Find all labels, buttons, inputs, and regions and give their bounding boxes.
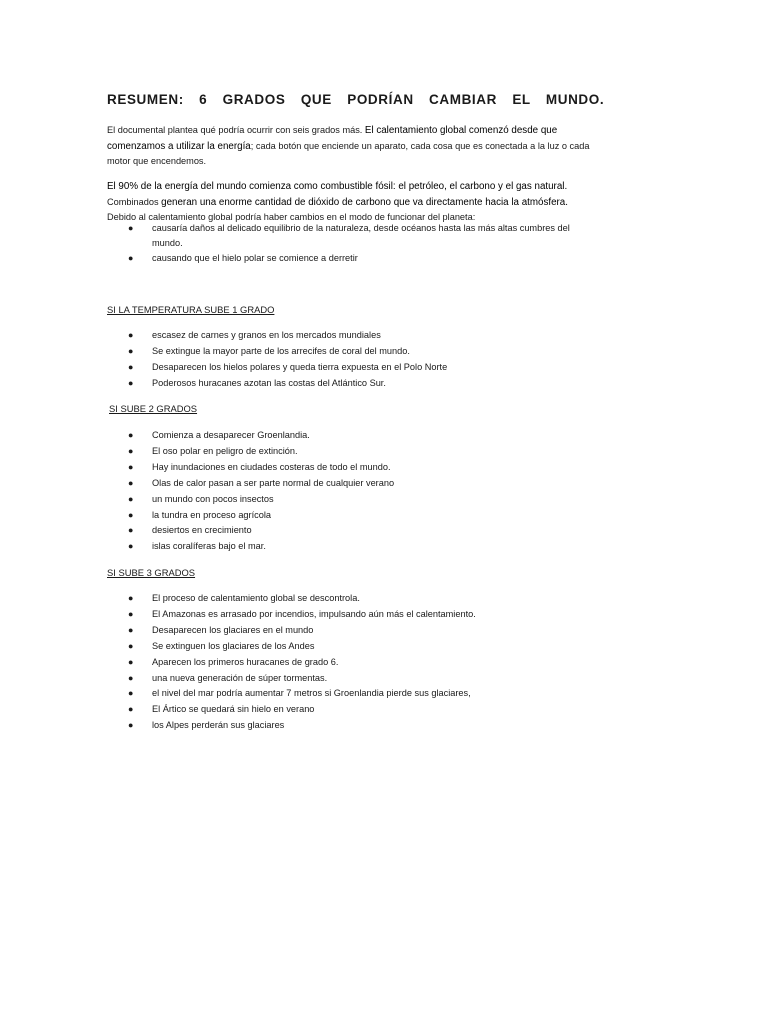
section-heading-3-degrees: SI SUBE 3 GRADOS bbox=[107, 567, 196, 578]
section-heading-1-degree: SI LA TEMPERATURA SUBE 1 GRADO bbox=[107, 304, 275, 315]
list-item bbox=[107, 360, 597, 376]
list-item-text: desiertos en crecimiento bbox=[152, 525, 252, 536]
bullet-icon: ● bbox=[128, 509, 134, 520]
list-item-text: El oso polar en peligro de extinción. bbox=[152, 445, 298, 456]
list-item bbox=[107, 492, 597, 508]
bullet-icon: ● bbox=[128, 361, 134, 372]
bullet-icon: ● bbox=[128, 704, 134, 715]
section-list-3-degrees bbox=[107, 591, 597, 734]
bullet-icon: ● bbox=[128, 377, 134, 388]
list-item-text: un mundo con pocos insectos bbox=[152, 493, 274, 504]
list-item-text: El Ártico se quedará sin hielo en verano bbox=[152, 704, 315, 715]
intro-highlight: El calentamiento global comenzó desde que comenzamos a utilizar la energía bbox=[107, 125, 558, 152]
list-item bbox=[107, 607, 597, 623]
intro-paragraph-2 bbox=[107, 179, 592, 225]
bullet-icon: ● bbox=[128, 253, 134, 263]
list-item bbox=[107, 328, 597, 344]
list-item-text: Comienza a desaparecer Groenlandia. bbox=[152, 430, 310, 440]
bullet-icon: ● bbox=[128, 608, 134, 619]
list-item-text: Desaparecen los glaciares en el mundo bbox=[152, 624, 314, 635]
intro-bullet-list bbox=[107, 221, 597, 266]
list-item-text: Olas de calor pasan a ser parte normal de cualquier verano bbox=[152, 477, 395, 488]
bullet-icon: ● bbox=[128, 330, 134, 340]
section-heading-2-degrees: SI SUBE 2 GRADOS bbox=[109, 403, 198, 414]
list-item bbox=[107, 444, 597, 460]
bullet-icon: ● bbox=[128, 461, 134, 472]
bullet-icon: ● bbox=[128, 624, 134, 635]
list-item-text: Se extingue la mayor parte de los arrecifes de coral del mundo. bbox=[152, 345, 410, 356]
co2-statement: generan una enorme cantidad de dióxido de carbono que va directamente hacia la atmósfera. bbox=[161, 196, 568, 208]
list-item bbox=[107, 508, 597, 524]
list-item-text: Poderosos huracanes azotan las costas del Atlántico Sur. bbox=[152, 377, 386, 388]
combined-label: Combinados bbox=[107, 196, 162, 207]
list-item-text: escasez de carnes y granos en los mercados mundiales bbox=[152, 330, 381, 340]
bullet-icon: ● bbox=[128, 672, 134, 683]
list-item bbox=[107, 539, 597, 555]
list-item: ● causaría daños al delicado equilibrio de la naturaleza, desde océanos hasta las más altas cumbres del mundo. bbox=[128, 223, 570, 248]
list-item bbox=[107, 702, 597, 718]
list-item bbox=[107, 655, 597, 671]
list-item bbox=[107, 376, 597, 392]
list-item: ● causando que el hielo polar se comience a derretir bbox=[107, 251, 597, 266]
list-item-text: Se extinguen los glaciares de los Andes bbox=[152, 640, 315, 651]
bullet-icon: ● bbox=[128, 430, 134, 440]
section-list-2-degrees bbox=[107, 428, 597, 555]
bullet-icon: ● bbox=[128, 477, 134, 488]
bullet-icon: ● bbox=[128, 541, 134, 552]
list-item bbox=[107, 460, 597, 476]
bullet-icon: ● bbox=[128, 656, 134, 667]
list-item-text: islas coralíferas bajo el mar. bbox=[152, 541, 266, 552]
bullet-icon: ● bbox=[128, 593, 134, 603]
list-item bbox=[107, 476, 597, 492]
list-item-text: El Amazonas es arrasado por incendios, impulsando aún más el calentamiento. bbox=[152, 608, 476, 619]
intro-paragraph-1 bbox=[107, 123, 592, 169]
list-item bbox=[107, 428, 597, 444]
climate-change-intro: Debido al calentamiento global podría haber cambios en el modo de funcionar del planeta: bbox=[107, 212, 476, 222]
document-title: RESUMEN: 6 GRADOS QUE PODRÍAN CAMBIAR EL MUNDO. bbox=[107, 92, 605, 107]
list-item-text: una nueva generación de súper tormentas. bbox=[152, 672, 328, 683]
bullet-icon: ● bbox=[128, 345, 134, 356]
list-item bbox=[107, 639, 597, 655]
list-item-text: la tundra en proceso agrícola bbox=[152, 509, 272, 520]
list-item bbox=[107, 344, 597, 360]
list-item bbox=[107, 523, 597, 539]
energy-statement: El 90% de la energía del mundo comienza como combustible fósil: el petróleo, el carbono y el gas natural. bbox=[107, 181, 568, 192]
list-item bbox=[107, 671, 597, 687]
list-item bbox=[107, 686, 597, 702]
section-list-1-degree bbox=[107, 328, 597, 392]
list-item bbox=[107, 591, 597, 607]
list-item-text: el nivel del mar podría aumentar 7 metros si Groenlandia pierde sus glaciares, bbox=[152, 688, 471, 699]
bullet-icon: ● bbox=[128, 445, 134, 456]
intro-text: El documental plantea qué podría ocurrir con seis grados más. bbox=[107, 125, 365, 135]
list-item-text: Desaparecen los hielos polares y queda tierra expuesta en el Polo Norte bbox=[152, 361, 448, 372]
list-item-text: Aparecen los primeros huracanes de grado 6. bbox=[152, 656, 339, 667]
bullet-icon: ● bbox=[128, 640, 134, 651]
bullet-icon: ● bbox=[128, 493, 134, 504]
bullet-icon: ● bbox=[128, 688, 134, 699]
intro-text-cont: ; cada botón que enciende un aparato, cada cosa que es conectada a la luz o cada motor que encendemos. bbox=[107, 140, 590, 166]
list-item bbox=[107, 623, 597, 639]
bullet-icon: ● bbox=[128, 525, 134, 536]
bullet-icon: ● bbox=[128, 720, 134, 731]
list-item-text: Hay inundaciones en ciudades costeras de todo el mundo. bbox=[152, 461, 391, 472]
list-item bbox=[107, 718, 597, 734]
list-item-text: El proceso de calentamiento global se descontrola. bbox=[152, 593, 360, 603]
list-item-text: los Alpes perderán sus glaciares bbox=[152, 720, 285, 731]
bullet-icon: ● bbox=[128, 223, 134, 233]
